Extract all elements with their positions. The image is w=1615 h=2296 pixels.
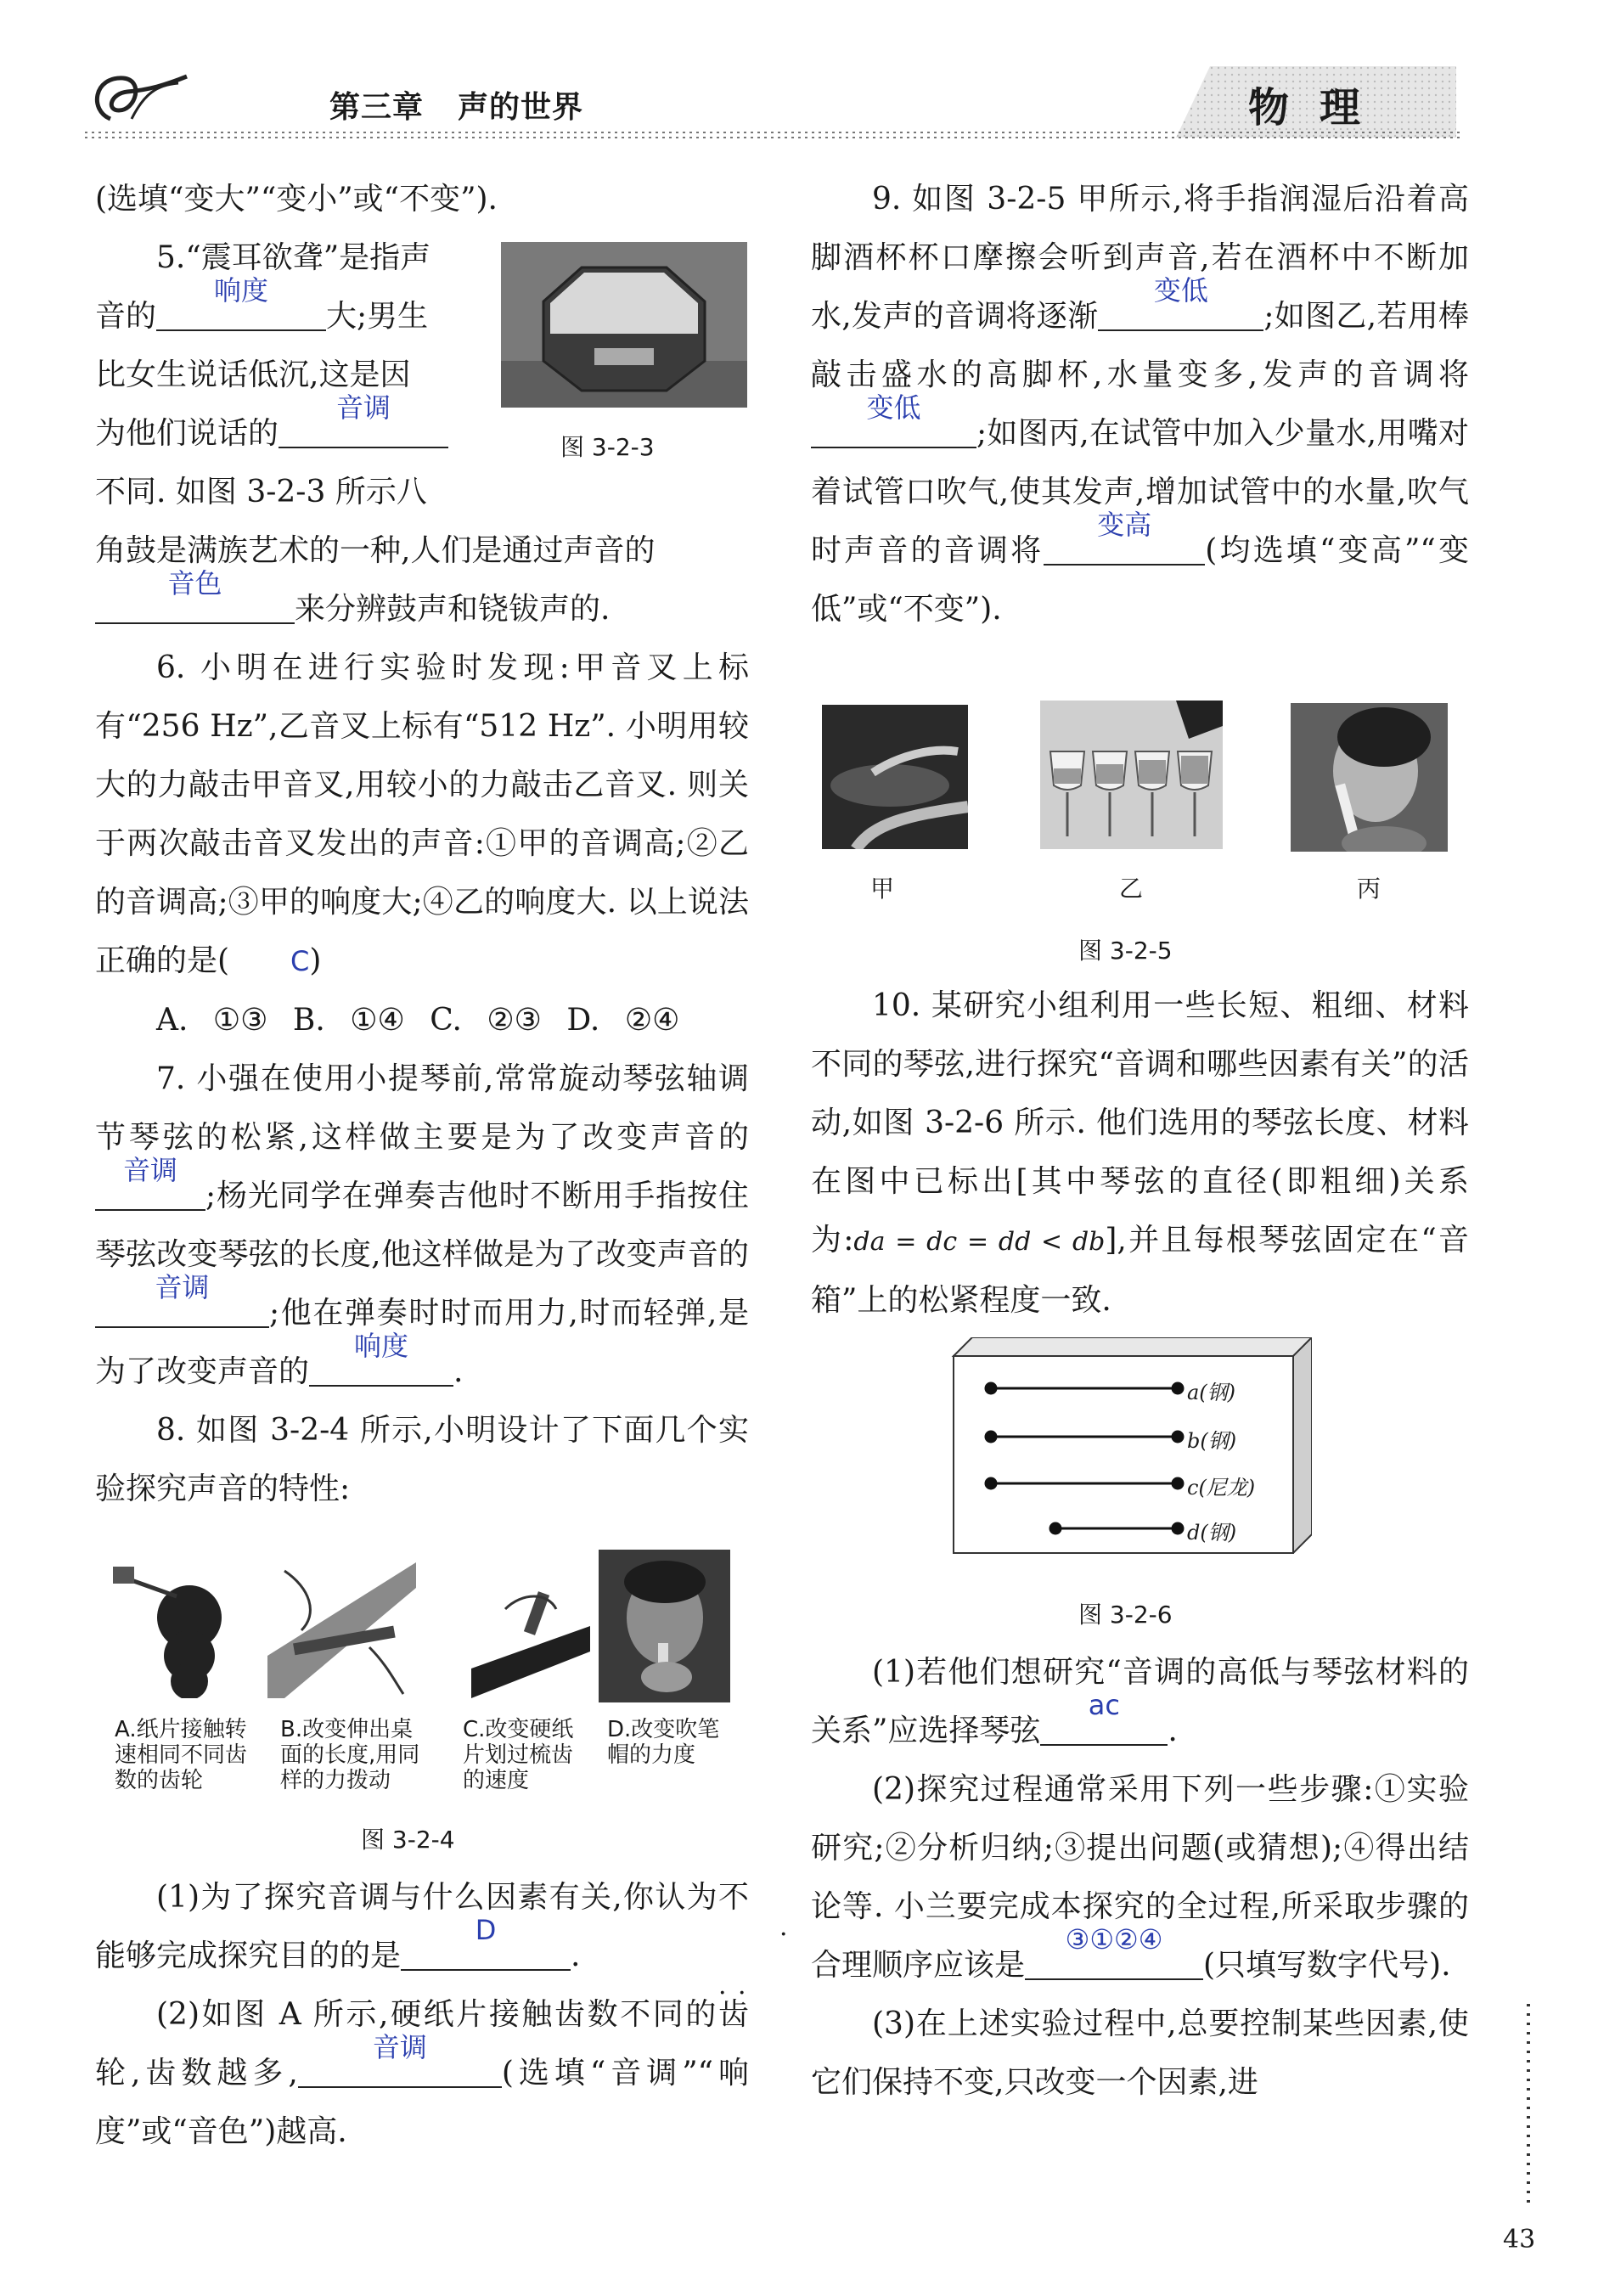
- figure-3-2-6-strings-box: [947, 1337, 1312, 1554]
- q5-answer-2: 音调: [336, 391, 391, 424]
- q8-subquestions: [95, 1868, 749, 2161]
- figure-3-2-4-caption-d: D.改变吹笔帽的力度: [607, 1717, 720, 1768]
- q10-part-1: [811, 1643, 1469, 1760]
- figure-3-2-5-label-bing: 丙: [1357, 875, 1381, 903]
- q7-end: .: [453, 1354, 464, 1389]
- q9-blank-3: [1044, 509, 1205, 566]
- q5-line-f: 角鼓是满族艺术的一种,人们是通过声音的: [95, 533, 656, 568]
- q6-text: [95, 639, 749, 991]
- string-label-a: a(钢): [1187, 1381, 1236, 1404]
- figure-3-2-5-bing-girl-testtube-photo: [1291, 703, 1448, 852]
- figure-3-2-5-yi-wine-glasses-photo: [1040, 701, 1223, 849]
- q10-answer-2: ③①②④: [1065, 1923, 1163, 1956]
- q8-p1-text: (1)为了探究音调与什么因素有关,你认为: [156, 1880, 718, 1915]
- figure-3-2-6-caption: 图 3-2-6: [1078, 1601, 1173, 1629]
- q9-text-c: ;如图丙,在试管中加入少量水,用嘴对着试管口吹气,使其发声,增加试管中的水量,吹气时声音的音调将: [811, 416, 1469, 568]
- q7-answer-3: 响度: [354, 1330, 409, 1362]
- q7-answer-1: 音调: [122, 1154, 177, 1186]
- q5-line-c: 比女生说话低沉,这是因: [95, 357, 411, 392]
- figure-3-2-4-caption-a: A.纸片接触转速相同不同齿数的齿轮: [115, 1717, 248, 1793]
- q6-stem: 6. 小明在进行实验时发现:甲音叉上标有“256 Hz”,乙音叉上标有“512 Hz”. 小明用较大的力敲击甲音叉,用较小的力敲击乙音叉. 则关于两次敲击音叉发出的声音:①甲的音调高;②乙的音调高;③甲的响度大;④乙的响度大. 以上说法正确的是(: [95, 650, 749, 978]
- q8-blank-2: [298, 2031, 502, 2088]
- q6-answer: C: [290, 945, 310, 977]
- header-divider-line: [85, 127, 1460, 141]
- q5-line-e: 不同. 如图 3-2-3 所示八: [95, 475, 427, 509]
- q10-formula: da = dc = dd < db: [853, 1227, 1106, 1257]
- q10-text: [811, 976, 1469, 1330]
- q6-paren: ): [309, 943, 322, 978]
- figure-3-2-4-c-comb-photo: [471, 1575, 590, 1698]
- q5-line-b: [95, 274, 494, 346]
- q9-blank-2: [811, 391, 976, 448]
- q5-wrap: [95, 228, 494, 521]
- q7-blank-2: [95, 1271, 269, 1328]
- q10-answer-1: ac: [1088, 1689, 1120, 1721]
- q7-blank-3: [309, 1330, 453, 1387]
- q5-line-a: 5.“震耳欲聋”是指声: [156, 240, 431, 275]
- figure-3-2-4-caption-b: B.改变伸出桌面的长度,用同样的力拨动: [280, 1717, 420, 1793]
- q10-text-a: 10. 某研究小组利用一些长短、粗细、材料不同的琴弦,进行探究“音调和哪些因素有关”的活动,如图 3-2-6 所示. 他们选用的琴弦长度、材料在图中已标出[其中琴弦的直径(即粗细)关系为:: [811, 988, 1469, 1258]
- string-label-c: c(尼龙): [1187, 1476, 1256, 1500]
- chapter-number: 第三章: [329, 90, 425, 125]
- q5-text: 为他们说话的: [95, 416, 279, 451]
- q6-options: A. ①③ B. ①④ C. ②③ D. ②④: [156, 1003, 680, 1038]
- figure-3-2-4-caption-c: C.改变硬纸片划过梳齿的速度: [463, 1717, 574, 1793]
- chapter-heading: [329, 83, 583, 127]
- q5-text: 来分辨鼓声和铙钹声的.: [295, 592, 611, 627]
- q10-text-b: ],并且每根琴弦固定在“音箱”上的松紧程度一致.: [811, 1223, 1469, 1318]
- q9-text-a: 9. 如图 3-2-5 甲所示,将手指润湿后沿着高脚酒杯杯口摩擦会听到声音,若在酒杯中不断加水,发声的音调将逐渐: [811, 182, 1469, 334]
- q5-text: 大;男生: [326, 299, 429, 334]
- q9-text-b: ;如图乙,若用棒敲击盛水的高脚杯,水量变多,发声的音调将: [811, 299, 1469, 392]
- q5-blank-2: [279, 391, 448, 448]
- q9-text-d: (均选填“变高”“变低”或“不变”).: [811, 533, 1469, 627]
- figure-3-2-4-caption: 图 3-2-4: [361, 1826, 455, 1854]
- q10-subquestions: [811, 1643, 1469, 2112]
- q9-blank-1: [1098, 274, 1263, 331]
- q8-blank-1: [401, 1914, 571, 1971]
- q9-answer-3: 变高: [1097, 509, 1152, 541]
- q8-intro: 8. 如图 3-2-4 所示,小明设计了下面几个实验探究声音的特性:: [95, 1413, 749, 1506]
- q10-intro-block: [811, 976, 1469, 1330]
- figure-3-2-4-d-boy-blowing-photo: [599, 1550, 730, 1702]
- q5-line-d: [95, 391, 494, 463]
- q10-blank-2: [1025, 1923, 1203, 1980]
- q5-line-g: [95, 567, 749, 639]
- q8-part-1: [95, 1868, 749, 1985]
- q7-text-c: ;他在弹奏时时而用力,时而轻弹,是为了改变声音的: [95, 1296, 749, 1389]
- figure-3-2-3-octagon-drum-photo: [501, 242, 747, 408]
- q8-p2-text: (2)如图 A 所示,硬纸片接触齿数不同的齿轮,齿数越多,: [95, 1997, 749, 2091]
- q8-p1-emphasis: 不能 · · ·: [95, 1880, 749, 1973]
- q4-tail: (选填“变大”“变小”或“不变”).: [95, 182, 498, 217]
- q10-part-2: [811, 1760, 1469, 1995]
- right-column: [811, 170, 1469, 639]
- q7-blank-1: [95, 1154, 205, 1211]
- q5-answer-1: 响度: [214, 274, 269, 307]
- q9-answer-2: 变低: [866, 391, 921, 424]
- q8-answer-1: D: [475, 1914, 497, 1946]
- q8-p1-end: .: [571, 1939, 581, 1973]
- subject-title: 物理: [1248, 84, 1392, 132]
- q7-text-b: ;杨光同学在弹奏吉他时不断用手指按住琴弦改变琴弦的长度,他这样做是为了改变声音的: [95, 1179, 749, 1272]
- q10-p1-text: (1)若他们想研究“音调的高低与琴弦材料的关系”应选择琴弦: [811, 1655, 1469, 1748]
- q10-p2-text: (2)探究过程通常采用下列一些步骤:①实验研究;②分析归纳;③提出问题(或猜想);④得出结论等. 小兰要完成本探究的全过程,所采取步骤的合理顺序应该是: [811, 1772, 1469, 1983]
- q7-text-a: 7. 小强在使用小提琴前,常常旋动琴弦轴调节琴弦的松紧,这样做主要是为了改变声音的: [95, 1061, 749, 1155]
- chapter-title: 声的世界: [458, 90, 584, 125]
- q5-text: 音的: [95, 299, 157, 334]
- string-label-b: b(钢): [1187, 1429, 1237, 1453]
- figure-3-2-5-label-jia: 甲: [870, 875, 895, 903]
- q5-blank-1: [156, 274, 326, 331]
- q10-p1-end: .: [1168, 1714, 1178, 1748]
- q8-p1-text: 够完成探究目的的是: [126, 1939, 402, 1973]
- q9-answer-1: 变低: [1153, 274, 1208, 307]
- figure-3-2-5-jia-finger-glass-photo: [822, 705, 968, 849]
- q5-answer-3: 音色: [167, 567, 222, 599]
- q9-text: [811, 170, 1469, 639]
- q5-blank-3: [95, 567, 295, 624]
- q10-p2-end: (只填写数字代号).: [1203, 1948, 1451, 1983]
- q7-answer-2: 音调: [155, 1271, 210, 1303]
- figure-3-2-4-b-ruler-photo: [267, 1554, 416, 1698]
- q8-p2-text: (选填“音调”“响度”或“音色”)越高.: [95, 2056, 750, 2149]
- header-logo-swash-icon: [85, 59, 195, 136]
- figure-3-2-4-a-gear-photo: [109, 1550, 253, 1698]
- figure-3-2-3-caption: 图 3-2-3: [560, 433, 655, 461]
- q10-blank-1: [1040, 1689, 1168, 1746]
- figure-3-2-5-label-yi: 乙: [1119, 875, 1144, 903]
- figure-3-2-5-caption: 图 3-2-5: [1078, 937, 1173, 965]
- q8-answer-2: 音调: [372, 2031, 427, 2063]
- q7-text: [95, 1050, 749, 1401]
- margin-dotted-line: [1524, 2004, 1533, 2208]
- q8-part-2: [95, 1985, 749, 2161]
- q10-part-3: (3)在上述实验过程中,总要控制某些因素,使它们保持不变,只改变一个因素,进: [811, 2006, 1469, 2100]
- string-label-d: d(钢): [1187, 1521, 1237, 1545]
- page-number: 43: [1503, 2225, 1536, 2254]
